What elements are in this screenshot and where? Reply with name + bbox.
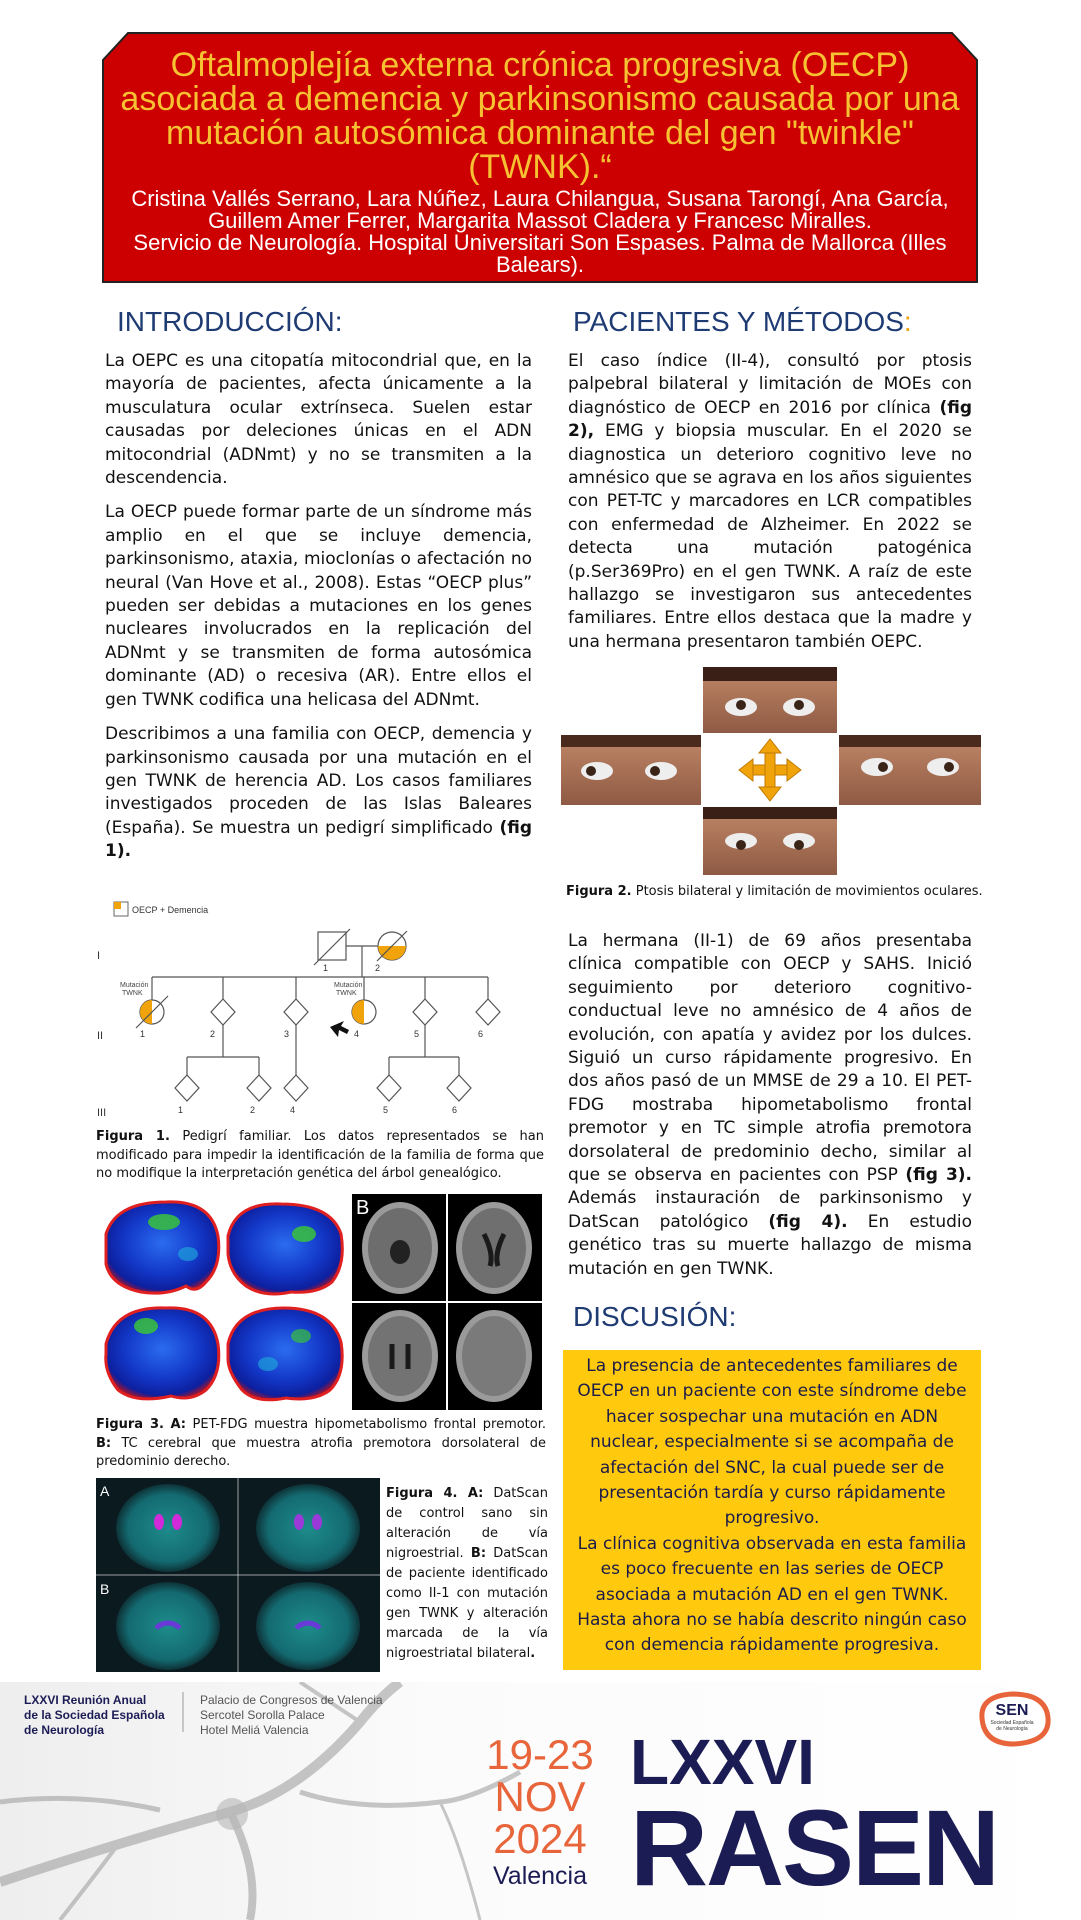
- discussion-paragraph-2: La clínica cognitiva observada en esta familia es poco frecuente en las series de OECP asociada a mutación AD en el gen TWNK. Hasta ahora no se había descrito ningún caso con demencia rápidamente progresiva.: [577, 1533, 967, 1656]
- gen2-3: [284, 999, 308, 1025]
- intro-paragraph-3: [105, 723, 532, 863]
- fig4-cap-end: .: [530, 1646, 536, 1661]
- intro-paragraph-2: La OECP puede formar parte de un síndrome más amplio en el que se incluye demencia, parkinsonismo, ataxia, mioclonías o afectación no neural (Van Hove et al., 2008). Estas “OECP plus” pueden ser debidas a mutaciones en los genes nucleares involucrados en la replicación del ADNmt y se transmiten de forma autosómica dominante (AD) o recesiva (AR). Entre ellos el gen TWNK codifica una helicasa del ADNmt.: [105, 502, 532, 710]
- fig2-caption-bold: Figura 2.: [566, 884, 632, 899]
- pedigree-figure: [92, 897, 547, 1119]
- fig3-label-a: A: [100, 1199, 114, 1221]
- fig3-label-b: B: [356, 1197, 370, 1219]
- sen-logo: [962, 1688, 1062, 1748]
- discussion-box: [563, 1350, 981, 1670]
- control-striatum-left: [154, 1514, 164, 1530]
- venue-line-3: Hotel Meliá Valencia: [200, 1723, 309, 1737]
- fig1-caption: [96, 1128, 544, 1184]
- fig2-caption-text: Ptosis bilateral y limitación de movimientos oculares.: [635, 884, 983, 899]
- conference-footer: [0, 1682, 1081, 1920]
- ct-scan-image: [352, 1194, 542, 1410]
- methods-paragraph-2: [568, 930, 972, 1281]
- intro-paragraph-1: La OEPC es una citopatía mitocondrial que, en la mayoría de pacientes, afecta únicamente a la musculatura ocular extrínseca. Suelen estar causadas por deleciones únicas en el ADN mitocondrial (ADNmt) y no se transmiten a la descendencia.: [105, 351, 532, 489]
- event-dates: [480, 1731, 600, 1892]
- methods-section-1: [568, 350, 972, 654]
- title-banner: [100, 30, 980, 285]
- venue-line-1: Palacio de Congresos de Valencia: [200, 1693, 383, 1707]
- gen2-num-6: 6: [478, 1029, 484, 1039]
- eye-photos: [561, 667, 981, 875]
- venue-line-2: Sercotel Sorolla Palace: [200, 1708, 325, 1722]
- brand-rasen: RASEN: [630, 1787, 999, 1908]
- ct-scan-slices: [352, 1194, 542, 1410]
- intro-section: [105, 350, 532, 864]
- meeting-line-2: de la Sociedad Española: [24, 1708, 165, 1722]
- authors: Cristina Vallés Serrano, Lara Núñez, Laura Chilangua, Susana Tarongí, Ana García, Guillem Amer Ferrer, Margarita Massot Cladera y Francesc Miralles.: [131, 186, 949, 233]
- intro-p3-ref: (fig 1).: [105, 817, 532, 862]
- methods-heading-text: PACIENTES Y MÉTODOS: [573, 306, 904, 337]
- fig4-cap-b2: B:: [470, 1546, 487, 1561]
- gen2-num-5: 5: [414, 1029, 420, 1039]
- methods-heading-colon: :: [903, 306, 912, 337]
- pet-brain-2: [228, 1204, 342, 1294]
- gen2-2: [211, 999, 235, 1025]
- gen1-male: [318, 932, 346, 960]
- meeting-name: [24, 1693, 165, 1738]
- methods-heading: [573, 306, 912, 338]
- intro-heading: INTRODUCCIÓN:: [117, 306, 343, 337]
- gen3-num-6: 6: [452, 1105, 458, 1115]
- methods-section-2: [568, 930, 972, 1281]
- methods-p1-a: El caso índice (II-4), consultó por ptosis palpebral bilateral y limitación de MOEs con diagnóstico de OECP en 2016 por clínica: [568, 351, 972, 418]
- gen3-num-2: 2: [250, 1105, 256, 1115]
- gen3-num-1: 1: [178, 1105, 184, 1115]
- fig3-caption: [96, 1416, 546, 1472]
- methods-p2-e: En estudio genético tras su muerte hallazgo de misma mutación en gen TWNK.: [568, 1211, 973, 1279]
- legend-fill: [114, 902, 121, 909]
- pet-fdg-image: [96, 1194, 350, 1410]
- fig3-cap-t1: PET-FDG muestra hipometabolismo frontal premotor.: [192, 1417, 547, 1432]
- fig3-cap-b2: A:: [170, 1417, 186, 1432]
- gen1-num-1: 1: [323, 963, 329, 973]
- proband-arrow: [330, 1021, 349, 1037]
- gen-label-III: III: [97, 1107, 107, 1119]
- mut-label-1b: TWNK: [122, 990, 143, 997]
- fig1-caption-text: Pedigrí familiar. Los datos representados se han modificado para impedir la identificación de la familia de forma que no modifique la interpretación genética del árbol genealógico.: [96, 1129, 544, 1181]
- event-city: Valencia: [492, 1862, 588, 1890]
- venue-list: [200, 1693, 383, 1738]
- methods-p2-c: Además instauración de parkinsonismo y DatScan patológico: [568, 1188, 972, 1232]
- fig1-caption-bold: Figura 1.: [96, 1129, 170, 1144]
- datscan-slices: [96, 1478, 380, 1672]
- fig3-cap-b3: B:: [96, 1435, 112, 1451]
- fig4-caption: [386, 1484, 548, 1664]
- legend-text: OECP + Demencia: [132, 905, 209, 915]
- event-month: NOV: [494, 1773, 586, 1820]
- mut-label-1a: Mutación: [120, 982, 149, 989]
- fig3-cap-t2: TC cerebral que muestra atrofia premotora dorsolateral de predominio derecho.: [96, 1435, 546, 1469]
- gen2-5: [413, 999, 437, 1025]
- pet-brain-3: [106, 1308, 219, 1399]
- methods-p2-ref1: (fig 3).: [905, 1165, 973, 1186]
- fig3-cap-b1: Figura 3.: [96, 1417, 164, 1432]
- pet-brain-4: [228, 1308, 342, 1400]
- poster-title: Oftalmoplejía externa crónica progresiva (OECP) asociada a demencia y parkinsonismo causada por una mutación autosómica dominante del gen "twinkle" (TWNK).“: [120, 46, 960, 186]
- gen3-num-4: 4: [290, 1105, 296, 1115]
- eye-photos-figure: [561, 667, 981, 875]
- gen3-1: [175, 1075, 199, 1101]
- fig4-cap-b1: Figura 4. A:: [386, 1486, 484, 1501]
- gen2-6: [476, 999, 500, 1025]
- meeting-line-3: de Neurología: [24, 1723, 105, 1737]
- discussion-heading: DISCUSIÓN:: [573, 1301, 737, 1332]
- gen2-num-2: 2: [210, 1029, 216, 1039]
- methods-p2-ref2: (fig 4).: [768, 1211, 848, 1232]
- gen-label-II: II: [97, 1030, 104, 1042]
- discussion-paragraph-1: La presencia de antecedentes familiares de OECP en un paciente con este síndrome debe hacer sospechar una mutación en ADN nuclear, especialmente si se acompaña de afectación del SNC, la cual puede ser de presentación tardía y curso rápidamente progresivo.: [577, 1356, 967, 1529]
- methods-p1-ref: (fig 2),: [568, 397, 973, 442]
- gen3-num-5: 5: [383, 1105, 389, 1115]
- gen2-num-4: 4: [354, 1029, 360, 1039]
- methods-p1-c: EMG y biopsia muscular. En el 2020 se diagnostica un deterioro cognitivo leve no amnésico que se agrava en los años siguientes con PET-TC y marcadores en LCR compatibles con enfermedad de Alzheimer. En 2022 se detecta una mutación patogénica (p.Ser369Pro) en el gen TWNK. A raíz de este hallazgo se investigaron sus antecedentes familiares. Entre ellos destaca que la madre y una hermana presentaron también OEPC.: [568, 421, 972, 652]
- gen2-num-1: 1: [140, 1029, 146, 1039]
- sen-logo-sub-2: de Neurología: [996, 1726, 1028, 1732]
- sen-logo-sub: [962, 1720, 1062, 1732]
- fig4-cap-t2: DatScan de paciente identificado como II-1 con mutación gen TWNK y alteración marcada de la vía nigroestriatal bilateral: [386, 1546, 548, 1661]
- mut-label-4a: Mutación: [334, 982, 363, 989]
- event-year: 2024: [493, 1815, 587, 1862]
- methods-paragraph-1: [568, 350, 972, 654]
- event-days: 19-23: [486, 1731, 594, 1778]
- fig2-caption: [566, 883, 986, 902]
- control-striatum-right: [172, 1514, 182, 1530]
- gen3-5: [447, 1075, 471, 1101]
- brand-lxxvi: LXXVI: [630, 1726, 815, 1798]
- pedigree-chart: [92, 897, 547, 1119]
- fig4-cap-t1: DatScan de control sano sin alteración de vía nigroestrial.: [386, 1486, 548, 1561]
- sen-logo-text: SEN: [995, 1702, 1029, 1719]
- fig4-label-b: B: [100, 1581, 110, 1597]
- gen3-4: [377, 1075, 401, 1101]
- pet-fdg-brains: [96, 1194, 350, 1410]
- meeting-line-1: LXXVI Reunión Anual: [24, 1693, 147, 1707]
- intro-p3-text: Describimos a una familia con OECP, demencia y parkinsonismo causada por una mutación en el gen TWNK de herencia AD. Los casos familiares investigados proceden de las Islas Baleares (España). Se muestra un pedigrí simplificado: [105, 724, 532, 838]
- gen2-num-3: 3: [284, 1029, 290, 1039]
- fig4-label-a: A: [100, 1483, 110, 1499]
- affiliation: Servicio de Neurología. Hospital Universitari Son Espases. Palma de Mallorca (Illes Balears).: [133, 230, 947, 277]
- gen-label-I: I: [97, 950, 101, 962]
- methods-p2-a: La hermana (II-1) de 69 años presentaba clínica compatible con OECP y SAHS. Inició seguimiento por deterioro cognitivo-conductual leve no amnésico de 4 años de evolución, con apatía y avidez por los dulces. Siguió un curso rápidamente progresivo. En dos años pasó de un MMSE de 29 a 10. El PET-FDG mostraba hipometabolismo frontal premotor y en TC simple atrofia premotora dorsolateral de predominio decho, similar al que se observa en pacientes con PSP: [568, 931, 972, 1186]
- gen1-num-2: 2: [375, 963, 381, 973]
- gen3-2: [247, 1075, 271, 1101]
- sen-logo-sub-1: Sociedad Española: [990, 1720, 1034, 1726]
- datscan-image: [96, 1478, 380, 1672]
- gen3-3: [284, 1075, 308, 1101]
- mut-label-4b: TWNK: [336, 990, 357, 997]
- gen1-female-fill2: [392, 946, 406, 960]
